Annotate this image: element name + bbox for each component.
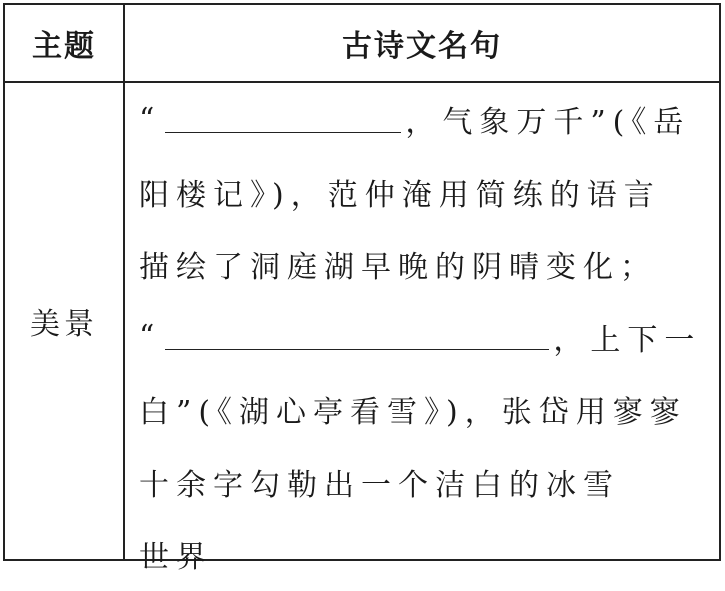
quote-table xyxy=(3,3,721,576)
header-quote: 古诗文名句 xyxy=(342,29,502,64)
header-topic: 主题 xyxy=(32,29,96,64)
topic-cell: 美景 xyxy=(30,307,98,342)
text-line-6 xyxy=(139,446,705,519)
open-quote: “ xyxy=(139,319,162,355)
text-line-2 xyxy=(139,156,705,229)
open-quote: “ xyxy=(139,101,162,137)
line-text: 世界 xyxy=(139,540,213,576)
text-line-5 xyxy=(139,373,705,446)
line-text: ，上下一 xyxy=(553,322,702,358)
text-line-4 xyxy=(139,301,705,374)
fill-in-blank-2[interactable] xyxy=(165,323,549,350)
line-text: 十余字勾勒出一个洁白的冰雪 xyxy=(139,467,620,503)
quote-cell xyxy=(139,83,705,591)
line-text: 描绘了洞庭湖早晚的阴晴变化； xyxy=(139,250,657,286)
line-text: 阳楼记》)，范仲淹用简练的语言 xyxy=(139,177,661,213)
text-line-1 xyxy=(139,83,705,156)
text-line-7 xyxy=(139,518,705,591)
text-line-3 xyxy=(139,228,705,301)
line-text: ，气象万千”(《岳 xyxy=(405,105,691,141)
line-text: 白”(《湖心亭看雪》)，张岱用寥寥 xyxy=(139,395,687,431)
column-divider xyxy=(123,5,125,559)
fill-in-blank-1[interactable] xyxy=(165,106,401,133)
